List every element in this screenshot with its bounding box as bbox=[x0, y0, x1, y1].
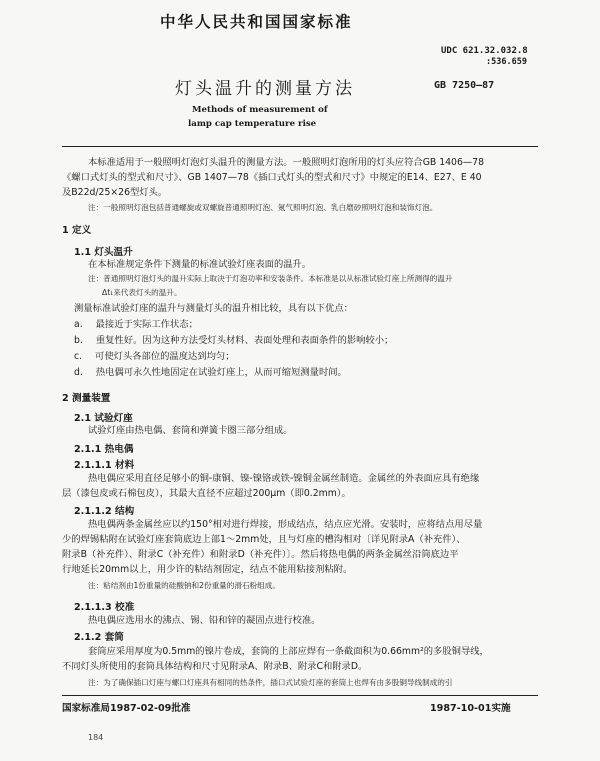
list-item-label: a. bbox=[74, 319, 83, 330]
udc-line2: :536.659 bbox=[486, 57, 527, 67]
intro-line1: 本标准适用于一般照明灯泡灯头温升的测量方法。一般照明灯泡所用的灯头应符合GB 1406—78 bbox=[88, 157, 485, 168]
section2-1-1-2-line1: 热电偶两条金属丝应以约150°相对进行焊接，形成结点，结点应光滑。安装时，应将结点用尽量 bbox=[88, 519, 483, 530]
standard-org: 中华人民共和国国家标准 bbox=[160, 13, 353, 31]
section1-1-note1: 注：普通照明灯泡灯头的温升实际上取决于灯泡功率和安装条件。本标准是以从标准试验灯座上所测得的温升 bbox=[88, 274, 453, 283]
section2-1-2-heading: 2.1.2 套筒 bbox=[74, 632, 124, 643]
intro-line3: 及B22d/25×26型灯头。 bbox=[62, 187, 168, 198]
list-item-text: 重复性好。因为这种方法受灯头材料、表面处理和表面条件的影响较小； bbox=[95, 335, 394, 346]
list-item bbox=[74, 366, 347, 379]
section1-p2: 测量标准试验灯座的温升与测量灯头的温升相比较，具有以下优点： bbox=[74, 303, 353, 314]
section2-1-1-2-line3: 附录B（补充件）、附录C（补充件）和附录D（补充件）〕。然后将热电偶的两条金属丝沿筒底边平 bbox=[62, 549, 459, 560]
list-item bbox=[74, 334, 393, 347]
gb-code: GB 7250—87 bbox=[434, 80, 495, 91]
section2-1-1-1-line2: 层（漆包皮或石棉包皮），其最大直径不应超过200μm（即0.2mm）。 bbox=[62, 488, 351, 499]
section2-1-1-2-line4: 行地延长20mm以上，用少许的粘结剂固定，结点不能用粘接剂粘附。 bbox=[62, 564, 353, 575]
list-item-text: 热电偶可永久性地固定在试验灯座上，从而可缩短测量时间。 bbox=[95, 367, 347, 378]
approval-date: 国家标准局1987-02-09批准 bbox=[62, 703, 191, 714]
header-divider bbox=[62, 146, 538, 147]
list-item bbox=[74, 350, 235, 363]
list-item-text: 可使灯头各部位的温度达到均匀； bbox=[95, 351, 235, 362]
intro-note: 注：一般照明灯泡包括普通螺旋或双螺旋普通照明灯泡、氪气照明灯泡、乳白磨砂照明灯泡和装饰灯泡。 bbox=[88, 203, 438, 212]
section2-1-2-line1: 套筒应采用厚度为0.5mm的镍片卷成，套筒的上部应焊有一条截面积为0.66mm²的多股铜导线， bbox=[88, 646, 489, 657]
section2-1-1-3-text: 热电偶应选用水的沸点、锡、铅和锌的凝固点进行校准。 bbox=[88, 615, 321, 626]
section2-1-heading: 2.1 试验灯座 bbox=[74, 413, 133, 424]
section2-1-1-2-note: 注：粘结剂由1份重量的硅酸钠和2份重量的滑石粉组成。 bbox=[88, 581, 280, 590]
page-title: 灯头温升的测量方法 bbox=[175, 79, 355, 99]
section2-1-2-note: 注：为了确保插口灯座与螺口灯座具有相同的热条件，插口式试验灯座的套筒上也焊有由多股铜导线制成的引 bbox=[88, 678, 453, 687]
footer-divider bbox=[62, 695, 538, 696]
list-item bbox=[74, 318, 198, 331]
list-item-label: d. bbox=[74, 367, 83, 378]
title-en-line2: lamp cap temperature rise bbox=[188, 119, 317, 129]
section2-1-1-1-heading: 2.1.1.1 材料 bbox=[74, 460, 135, 471]
section1-1-text: 在本标准规定条件下测量的标准试验灯座表面的温升。 bbox=[88, 259, 312, 270]
section2-1-1-heading: 2.1.1 热电偶 bbox=[74, 444, 134, 455]
section2-heading: 2 测量装置 bbox=[62, 393, 111, 404]
section2-1-1-3-heading: 2.1.1.3 校准 bbox=[74, 602, 135, 613]
list-item-label: c. bbox=[74, 351, 83, 362]
effective-date: 1987-10-01实施 bbox=[430, 703, 511, 714]
section2-1-1-1-line1: 热电偶应采用直径足够小的铜-康铜、镍-镍铬或铁-镍铜金属丝制造。金属丝的外表面应具有绝缘 bbox=[88, 473, 480, 484]
section2-1-2-line2: 不同灯头所使用的套筒具体结构和尺寸见附录A、附录B、附录C和附录D。 bbox=[62, 661, 368, 672]
title-en-line1: Methods of measurement of bbox=[192, 105, 328, 115]
section2-1-1-2-line2: 少的焊锡粘附在试验灯座套筒底边上部1～2mm处，且与灯座的槽沟相对〔详见附录A（补充件）、 bbox=[62, 534, 466, 545]
section2-1-1-2-heading: 2.1.1.2 结构 bbox=[74, 506, 135, 517]
udc-line1: UDC 621.32.032.8 bbox=[441, 46, 528, 56]
page-number: 184 bbox=[88, 733, 104, 742]
section1-heading: 1 定义 bbox=[62, 225, 92, 236]
section2-1-text: 试验灯座由热电偶、套筒和弹簧卡圈三部分组成。 bbox=[88, 425, 293, 436]
list-item-text: 最接近于实际工作状态； bbox=[95, 319, 198, 330]
intro-line2: 《螺口式灯头的型式和尺寸》、GB 1407—78《插口式灯头的型式和尺寸》中规定的E14、E27、E 40 bbox=[62, 172, 482, 183]
section1-1-heading: 1.1 灯头温升 bbox=[74, 247, 133, 258]
section1-1-note2: Δt₁来代表灯头的温升。 bbox=[102, 288, 182, 297]
list-item-label: b. bbox=[74, 335, 83, 346]
